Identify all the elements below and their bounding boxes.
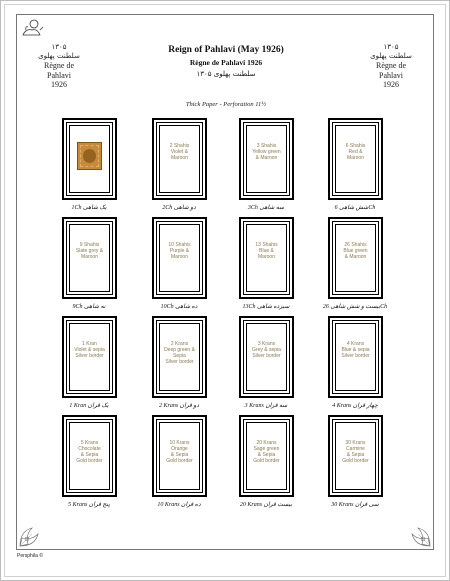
stamp-caption: 30 Krans سی قران	[331, 502, 379, 508]
side-left-year: 1926	[51, 80, 67, 89]
stamp-description: 2 Shahis Violet & Maroon	[169, 143, 190, 161]
stamp-slot-mount	[335, 323, 376, 391]
persian-title: سلطنت پهلوی ۱۳۰۵	[196, 70, 256, 78]
stamp-slot-mount	[335, 125, 376, 193]
stamp-description: 13 Shahis Blue & Maroon	[255, 242, 278, 260]
stamp-slot	[328, 415, 383, 497]
stamp-slot	[239, 118, 294, 200]
stamp-slot-inner-frame	[332, 320, 379, 394]
corner-ornament-left	[18, 518, 48, 548]
stamp-slot	[328, 118, 383, 200]
stamp-slot-inner-frame	[66, 320, 113, 394]
stamp-slot	[62, 217, 117, 299]
stamp-description: 6 Shahis Red & Maroon	[345, 143, 366, 161]
stamp-slot-mount	[69, 224, 110, 292]
stamp-caption: 3 Krans سه قران	[244, 403, 288, 409]
stamp-caption: شش شاهی 6Ch	[334, 205, 376, 211]
stamp-slot-inner-frame	[66, 221, 113, 295]
side-left-line1: Règne de	[44, 61, 74, 70]
side-left-name-fa: سلطنت پهلوی	[38, 52, 80, 60]
stamp-slot-mount	[69, 125, 110, 193]
stamp-description: 3 Krans Grey & sepia Silver border	[252, 341, 281, 359]
album-page	[16, 14, 434, 550]
stamp-slot	[62, 118, 117, 200]
stamp-slot-mount	[246, 224, 287, 292]
corner-ornament-icon	[18, 518, 48, 548]
stamp-slot-mount	[159, 125, 200, 193]
side-right-year-fa: ۱۳۰۵	[383, 43, 399, 51]
stamp-slot-inner-frame	[156, 320, 203, 394]
perforation-note: Thick Paper - Perforation 11½	[185, 101, 267, 108]
side-left-year-fa: ۱۳۰۵	[51, 43, 67, 51]
stamp-slot-inner-frame	[332, 122, 379, 196]
stamp-slot-mount	[69, 323, 110, 391]
stamp-slot	[152, 316, 207, 398]
stamp-caption: 2Ch دو شاهی	[162, 205, 196, 211]
stamp-slot-inner-frame	[332, 221, 379, 295]
stamp-slot	[62, 415, 117, 497]
stamp-slot	[328, 217, 383, 299]
stamp-description: 20 Krans Sage green & Sepia Gold border	[253, 440, 280, 464]
page-title: Reign of Pahlavi (May 1926)	[168, 45, 284, 55]
stamp-slot-inner-frame	[66, 122, 113, 196]
stamp-slot-mount	[335, 224, 376, 292]
stamp-slot-inner-frame	[156, 419, 203, 493]
stamp-caption: 10 Krans ده قران	[157, 502, 201, 508]
stamp-description: 1 Kran Violet & sepia Silver border	[74, 341, 105, 359]
stamp-description: 5 Krans Chocolate & Sepia Gold border	[76, 440, 103, 464]
stamp-description: 3 Shahis Yellow green & Maroon	[252, 143, 281, 161]
stamp-caption: 2 Krans دو قران	[159, 403, 199, 409]
stamp-caption: بیست و شش شاهی 26Ch	[322, 304, 388, 310]
stamp-slot-mount	[159, 422, 200, 490]
stamp-slot-inner-frame	[243, 221, 290, 295]
stamp-slot	[152, 217, 207, 299]
stamp-slot-mount	[246, 323, 287, 391]
stamp-description: 10 Krans Orange & Sepia Gold border	[166, 440, 193, 464]
stamp-slot-inner-frame	[66, 419, 113, 493]
stamp-slot	[239, 316, 294, 398]
stamp-slot	[152, 415, 207, 497]
stamp-caption: 10Ch ده شاهی	[160, 304, 198, 310]
side-title-right	[361, 43, 421, 90]
lion-and-sun-emblem-icon	[20, 18, 44, 38]
page-subtitle: Règne de Pahlavi 1926	[189, 58, 263, 67]
stamp-slot	[62, 316, 117, 398]
corner-ornament-right	[402, 518, 432, 548]
stamp-caption: 1Ch یک شاهی	[71, 205, 107, 211]
stamp-description: 30 Krans Carmine & Sepia Gold border	[342, 440, 369, 464]
stamp-slot-inner-frame	[156, 122, 203, 196]
stamp-slot-mount	[159, 224, 200, 292]
stamp-description: 4 Krans Blue & sepia Silver border	[341, 341, 370, 359]
corner-ornament-icon	[402, 518, 432, 548]
stamp-description: 2 Krans Deep green & Sepia Silver border	[164, 341, 195, 365]
stamp-caption: 20 Krans بیست قران	[239, 502, 293, 508]
stamp-image	[77, 142, 102, 170]
stamp-slot	[328, 316, 383, 398]
stamp-slot-mount	[246, 422, 287, 490]
stamp-slot-inner-frame	[156, 221, 203, 295]
stamp-slot-inner-frame	[243, 419, 290, 493]
stamp-caption: 3Ch سه شاهی	[247, 205, 285, 211]
side-right-year: 1926	[383, 80, 399, 89]
stamp-slot-inner-frame	[243, 122, 290, 196]
stamp-slot-mount	[159, 323, 200, 391]
stamp-slot	[152, 118, 207, 200]
stamp-slot-mount	[246, 125, 287, 193]
side-right-line2: Pahlavi	[379, 70, 403, 80]
stamp-caption: 13Ch سیزده شاهی	[242, 304, 290, 310]
stamp-description: 10 Shahis Purple & Maroon	[168, 242, 191, 260]
side-right-name-fa: سلطنت پهلوی	[370, 52, 412, 60]
footer-copyright: Persphila ©	[17, 553, 43, 559]
stamp-slot-mount	[69, 422, 110, 490]
side-right-line1: Règne de	[376, 61, 406, 70]
stamp-slot-mount	[335, 422, 376, 490]
stamp-slot-inner-frame	[332, 419, 379, 493]
stamp-slot	[239, 217, 294, 299]
stamp-caption: 1 Kran یک قران	[69, 403, 109, 409]
side-title-left	[29, 43, 89, 90]
side-left-line2: Pahlavi	[47, 70, 71, 80]
stamp-description: 26 Shahis Blue green & Maroon	[343, 242, 368, 260]
stamp-description: 9 Shahis Slate grey & Maroon	[75, 242, 104, 260]
stamp-caption: 5 Krans پنج قران	[68, 502, 110, 508]
stamp-slot-inner-frame	[243, 320, 290, 394]
stamp-caption: 9Ch نه شاهی	[72, 304, 106, 310]
stamp-caption: 4 Krans چهار قران	[332, 403, 378, 409]
stamp-slot	[239, 415, 294, 497]
